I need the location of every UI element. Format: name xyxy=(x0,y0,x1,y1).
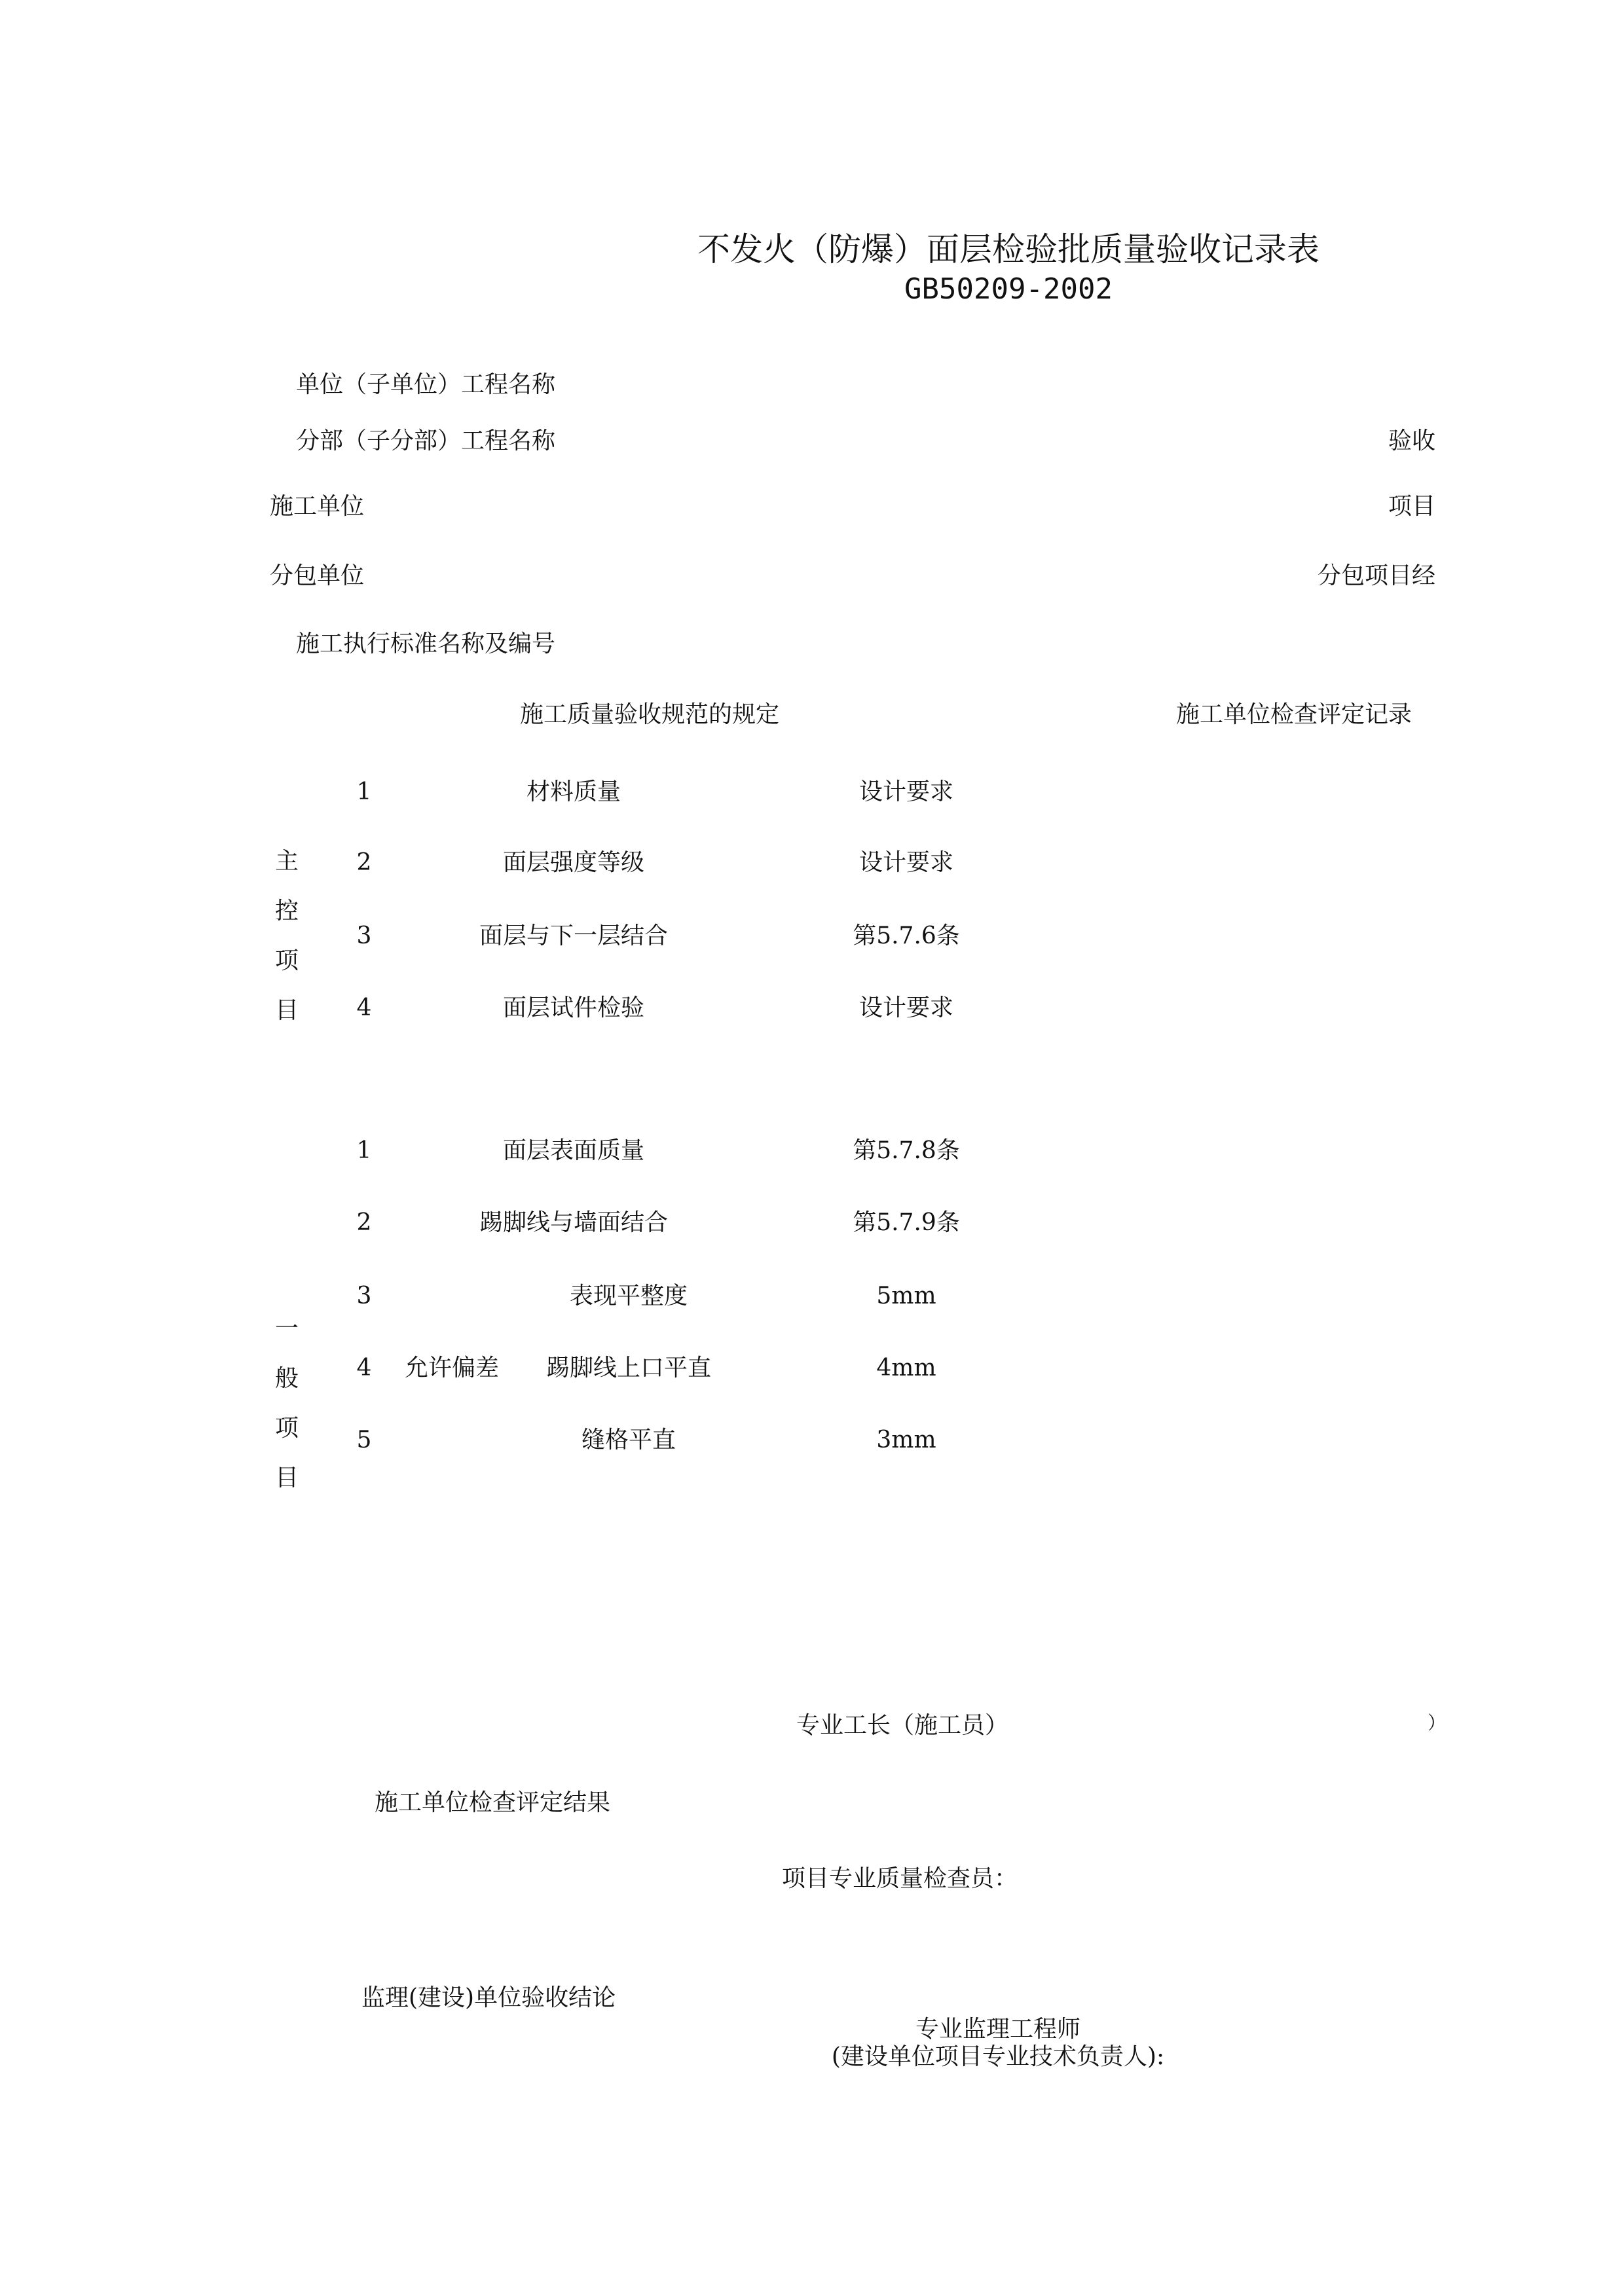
item-requirement: 设计要求 xyxy=(858,994,954,1021)
item-name: 踢脚线上口平直 xyxy=(545,1355,712,1381)
acceptance-label: 验收 xyxy=(1388,428,1435,454)
supervision-conclusion-label: 监理(建设)单位验收结论 xyxy=(361,1984,616,2011)
item-requirement: 设计要求 xyxy=(858,778,954,805)
group-char: 项 xyxy=(274,947,299,974)
item-requirement: 3mm xyxy=(876,1427,936,1453)
item-number: 2 xyxy=(356,1209,372,1236)
project-label: 项目 xyxy=(1388,493,1435,520)
group-char: 主 xyxy=(274,848,299,875)
item-number: 5 xyxy=(356,1427,372,1453)
item-requirement: 第5.7.6条 xyxy=(853,922,960,949)
supervisor-label-line2: (建设单位项目专业技术负责人): xyxy=(831,2043,1165,2070)
item-name: 表现平整度 xyxy=(569,1283,688,1309)
subcontract-manager-label: 分包项目经 xyxy=(1317,562,1435,589)
group-char: 目 xyxy=(274,1465,299,1491)
item-name: 踢脚线与墙面结合 xyxy=(479,1209,669,1236)
group-char: 控 xyxy=(274,898,299,924)
item-number: 4 xyxy=(356,994,372,1021)
page-title: 不发火（防爆）面层检验批质量验收记录表 xyxy=(697,230,1320,268)
item-name: 缝格平直 xyxy=(581,1427,676,1453)
item-requirement: 第5.7.9条 xyxy=(853,1209,960,1236)
item-requirement: 第5.7.8条 xyxy=(853,1137,960,1164)
item-number: 2 xyxy=(356,849,372,876)
supervisor-label-line1: 专业监理工程师 xyxy=(915,2016,1081,2043)
group-char: 目 xyxy=(274,997,299,1024)
standard-label: 施工执行标准名称及编号 xyxy=(296,630,556,657)
group-char: 般 xyxy=(274,1365,299,1392)
item-number: 1 xyxy=(356,1137,372,1164)
item-name: 面层表面质量 xyxy=(502,1137,645,1164)
main-control-group-label xyxy=(274,850,300,1049)
record-column-header: 施工单位检查评定记录 xyxy=(1175,701,1412,728)
tolerance-label: 允许偏差 xyxy=(404,1355,500,1381)
item-name: 面层强度等级 xyxy=(502,849,645,876)
subcontractor-label: 分包单位 xyxy=(270,562,365,589)
construction-unit-label: 施工单位 xyxy=(270,493,365,520)
item-number: 1 xyxy=(356,778,372,805)
edge-mark: ） xyxy=(1428,1712,1447,1734)
unit-project-label: 单位（子单位）工程名称 xyxy=(296,371,556,398)
foreman-label: 专业工长（施工员） xyxy=(796,1712,1009,1739)
item-name: 面层试件检验 xyxy=(502,994,645,1021)
item-name: 材料质量 xyxy=(526,778,621,805)
general-group-label xyxy=(274,1317,300,1516)
item-requirement: 设计要求 xyxy=(858,849,954,876)
construction-result-label: 施工单位检查评定结果 xyxy=(375,1789,611,1816)
group-char: 项 xyxy=(274,1415,299,1442)
item-number: 3 xyxy=(356,922,372,949)
item-name: 面层与下一层结合 xyxy=(479,922,669,949)
group-char: 一 xyxy=(274,1315,299,1342)
standard-code: GB50209-2002 xyxy=(904,272,1113,306)
sub-project-label: 分部（子分部）工程名称 xyxy=(296,428,556,454)
item-requirement: 4mm xyxy=(876,1355,936,1381)
item-number: 4 xyxy=(356,1355,372,1381)
spec-column-header: 施工质量验收规范的规定 xyxy=(519,701,780,728)
item-requirement: 5mm xyxy=(876,1283,936,1309)
quality-inspector-label: 项目专业质量检查员： xyxy=(781,1865,1018,1892)
item-number: 3 xyxy=(356,1283,372,1309)
